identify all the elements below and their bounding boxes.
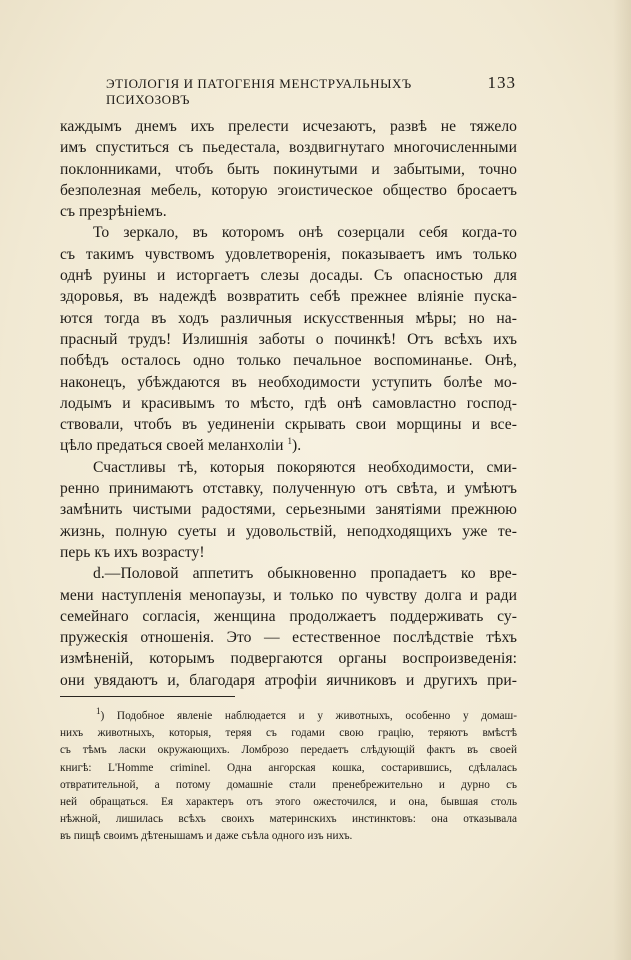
footnote-line: нихъ животныхъ, которыя, теряя съ годами свою грацію, теряютъ вмѣстѣ (60, 727, 517, 740)
body-line: перь къ ихъ возрасту! (60, 543, 205, 561)
footnote-ref: 1 (287, 436, 293, 447)
body-line: съ презрѣніемъ. (60, 203, 167, 221)
body-line: однѣ руины и исторгаетъ слезы досады. Съ опасностью для (60, 267, 517, 285)
running-title: ЭТІОЛОГІЯ И ПАТОГЕНІЯ МЕНСТРУАЛЬНЫХЪ ПСИХОЗОВЪ (106, 76, 412, 107)
body-line: ются тогда въ ходъ различныя искусственныя мѣры; но на- (60, 309, 517, 327)
body-line: они увядаютъ и, благодаря атрофіи яичниковъ и другихъ при- (60, 671, 517, 689)
page-number: 133 (487, 73, 516, 92)
body-line: наконецъ, убѣждаются въ необходимости уступить болѣе мо- (60, 373, 517, 391)
body-line: съ такимъ чувствомъ удовлетворенія, показываетъ имъ только (60, 245, 517, 263)
body-line: побѣдъ осталось одно только печальное воспоминанье. Онѣ, (60, 352, 517, 370)
body-line: здоровья, въ надеждѣ возвратить себѣ прежнее вліяніе пуска- (60, 288, 517, 306)
body-line: жизнь, полную суеты и удовольствій, неподходящихъ уже те- (60, 522, 517, 540)
body-line: прасный трудъ! Излишнія заботы о починкѣ! Отъ всѣхъ ихъ (60, 330, 517, 348)
body-line-with-footnote (60, 435, 517, 456)
body-line: безполезная мебель, которую эгоистическое общество бросаетъ (60, 181, 517, 199)
body-line: замѣнить чистыми радостями, серьезными занятіями прежнюю (60, 501, 517, 519)
footnote-line (60, 708, 517, 725)
body-line: поклонниками, чтобъ быть покинутыми и забытыми, точно (60, 160, 517, 178)
body-line: семейнаго согласія, женщина продолжаетъ поддерживать су- (60, 607, 517, 625)
footnote-line: книгѣ: L'Homme criminel. Одна ангорская кошка, состарившись, сдѣлалась (60, 761, 517, 774)
body-line: лодымъ и красивымъ то мѣсто, гдѣ онѣ самовластно господ- (60, 394, 517, 412)
running-head (56, 73, 516, 107)
footnote-line: отвратительной, а потому домашніе стали пренебрежительно и дурно съ (60, 778, 517, 791)
body-line-tail: ). (292, 437, 302, 455)
footnote-line: съ тѣмъ ласки окружающихъ. Ломброзо передаетъ слѣдующій фактъ въ своей (60, 744, 517, 757)
body-text (60, 116, 517, 691)
body-line: ренно принимаютъ отставку, полученную отъ свѣта, и умѣютъ (60, 480, 517, 498)
body-line: пружескія отношенія. Это — естественное послѣдствіе тѣхъ (60, 629, 517, 647)
footnote-line: нѣжной, лишилась всѣхъ своихъ материнскихъ инстинктовъ: она отказывала (60, 813, 517, 826)
footnote-divider (60, 696, 235, 697)
body-line: Счастливы тѣ, которыя покоряются необходимости, сми- (93, 458, 517, 476)
footnote-number: 1 (96, 706, 101, 717)
footnotes (60, 708, 517, 846)
footnote-line-text: ) Подобное явленіе наблюдается и у животныхъ, особенно у домаш- (100, 710, 517, 722)
footnote-line: въ пищѣ своимъ дѣтенышамъ и даже съѣла одного изъ нихъ. (60, 830, 353, 843)
body-line: d.—Половой аппетитъ обыкновенно пропадаетъ ко вре- (93, 565, 517, 583)
body-line: каждымъ днемъ ихъ прелести исчезаютъ, развѣ не тяжело (60, 118, 517, 135)
body-line: То зеркало, въ которомъ онѣ созерцали себя когда-то (93, 224, 517, 242)
page-edge-shadow (613, 0, 631, 960)
body-line-text: цѣло предаться своей меланхоліи (60, 437, 284, 455)
body-line: мени наступленія менопаузы, и только по чувству долга и ради (60, 586, 517, 604)
footnote-line: ней обращаться. Ея характеръ отъ этого ожесточился, и она, бывшая столь (60, 795, 517, 808)
body-line: измѣненій, которымъ подвергаются органы воспроизведенія: (60, 650, 517, 668)
body-line: имъ спуститься съ пьедестала, воздвигнутаго многочисленными (60, 139, 517, 157)
body-line: ствовали, чтобъ въ уединеніи скрывать свои морщины и все- (60, 416, 517, 434)
